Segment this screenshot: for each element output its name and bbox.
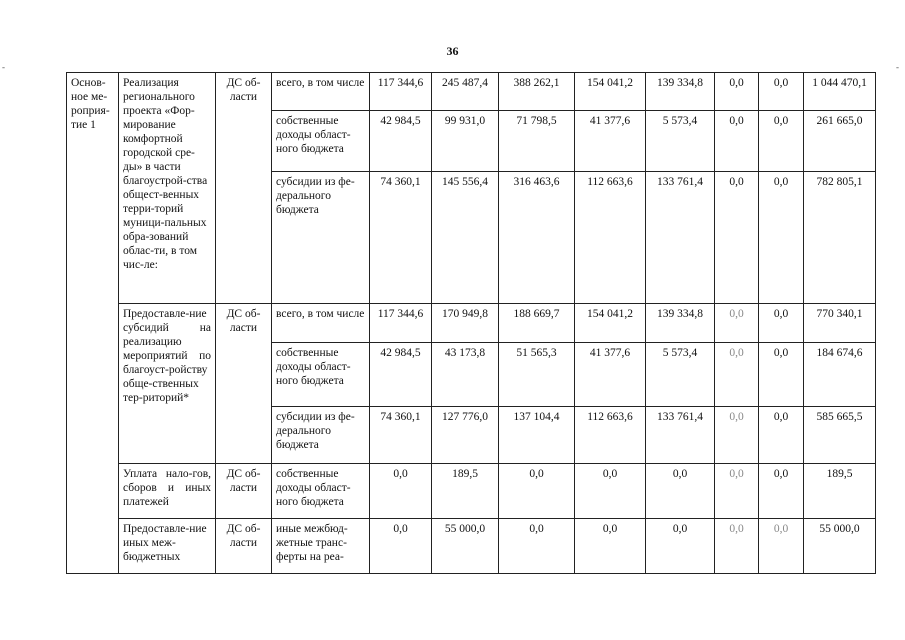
- value-cell: 117 344,6: [370, 73, 432, 111]
- value-cell: 0,0: [759, 73, 804, 111]
- total-cell: 55 000,0: [804, 519, 876, 574]
- main-activity-cell: Основ-ное ме-роприя-тие 1: [67, 73, 119, 574]
- program-name-cell: Предоставле-ние субсидий на реализацию мероприятий по благоуст-ройству обще-ственных тер-риторий*: [119, 304, 216, 464]
- value-cell: 245 487,4: [432, 73, 499, 111]
- value-cell: 41 377,6: [575, 343, 646, 407]
- value-cell: 0,0: [715, 407, 759, 464]
- funding-source-cell: всего, в том числе: [272, 304, 370, 343]
- value-cell: 99 931,0: [432, 111, 499, 172]
- value-cell: 117 344,6: [370, 304, 432, 343]
- funding-source-cell: собственные доходы област-ного бюджета: [272, 343, 370, 407]
- value-cell: 137 104,4: [499, 407, 575, 464]
- value-cell: 0,0: [646, 519, 715, 574]
- table-row: [67, 304, 876, 343]
- funding-source-cell: всего, в том числе: [272, 73, 370, 111]
- funding-source-cell: собственные доходы област-ного бюджета: [272, 464, 370, 519]
- value-cell: 127 776,0: [432, 407, 499, 464]
- budget-table: [66, 72, 876, 574]
- margin-mark: -: [2, 62, 5, 72]
- value-cell: 5 573,4: [646, 111, 715, 172]
- value-cell: 0,0: [759, 111, 804, 172]
- program-name-cell: Уплата нало-гов, сборов и иных платежей: [119, 464, 216, 519]
- value-cell: 0,0: [575, 519, 646, 574]
- value-cell: 0,0: [715, 73, 759, 111]
- total-cell: 261 665,0: [804, 111, 876, 172]
- funding-source-cell: субсидии из фе-дерального бюджета: [272, 172, 370, 304]
- value-cell: 388 262,1: [499, 73, 575, 111]
- table-row: [67, 464, 876, 519]
- value-cell: 0,0: [646, 464, 715, 519]
- value-cell: 133 761,4: [646, 407, 715, 464]
- total-cell: 770 340,1: [804, 304, 876, 343]
- value-cell: 0,0: [715, 519, 759, 574]
- value-cell: 189,5: [432, 464, 499, 519]
- value-cell: 5 573,4: [646, 343, 715, 407]
- page-number: 36: [446, 44, 459, 58]
- value-cell: 188 669,7: [499, 304, 575, 343]
- table-row: [67, 519, 876, 574]
- program-name-cell: Реализация регионального проекта «Фор-мирование комфортной городской сре-ды» в части благоустрой-ства общест-венных терри-торий муници-пальных обра-зований облас-ти, в том чис-ле:: [119, 73, 216, 304]
- value-cell: 0,0: [715, 172, 759, 304]
- value-cell: 41 377,6: [575, 111, 646, 172]
- funding-source-cell: собственные доходы област-ного бюджета: [272, 111, 370, 172]
- executor-cell: ДС об-ласти: [216, 73, 272, 304]
- executor-cell: ДС об-ласти: [216, 464, 272, 519]
- value-cell: 0,0: [575, 464, 646, 519]
- table-row: [67, 73, 876, 111]
- value-cell: 0,0: [370, 464, 432, 519]
- total-cell: 585 665,5: [804, 407, 876, 464]
- value-cell: 74 360,1: [370, 407, 432, 464]
- value-cell: 139 334,8: [646, 73, 715, 111]
- value-cell: 0,0: [715, 304, 759, 343]
- value-cell: 112 663,6: [575, 172, 646, 304]
- value-cell: 55 000,0: [432, 519, 499, 574]
- funding-source-cell: субсидии из фе-дерального бюджета: [272, 407, 370, 464]
- total-cell: 1 044 470,1: [804, 73, 876, 111]
- value-cell: 0,0: [759, 464, 804, 519]
- value-cell: 0,0: [499, 519, 575, 574]
- value-cell: 139 334,8: [646, 304, 715, 343]
- value-cell: 0,0: [759, 172, 804, 304]
- value-cell: 43 173,8: [432, 343, 499, 407]
- value-cell: 51 565,3: [499, 343, 575, 407]
- value-cell: 316 463,6: [499, 172, 575, 304]
- value-cell: 0,0: [715, 343, 759, 407]
- funding-source-cell: иные межбюд-жетные транс-ферты на реа-: [272, 519, 370, 574]
- value-cell: 145 556,4: [432, 172, 499, 304]
- value-cell: 42 984,5: [370, 111, 432, 172]
- value-cell: 0,0: [370, 519, 432, 574]
- executor-cell: ДС об-ласти: [216, 519, 272, 574]
- value-cell: 133 761,4: [646, 172, 715, 304]
- value-cell: 0,0: [759, 519, 804, 574]
- executor-cell: ДС об-ласти: [216, 304, 272, 464]
- value-cell: 42 984,5: [370, 343, 432, 407]
- total-cell: 189,5: [804, 464, 876, 519]
- value-cell: 0,0: [759, 304, 804, 343]
- value-cell: 0,0: [715, 111, 759, 172]
- value-cell: 71 798,5: [499, 111, 575, 172]
- value-cell: 0,0: [759, 343, 804, 407]
- value-cell: 154 041,2: [575, 304, 646, 343]
- value-cell: 0,0: [499, 464, 575, 519]
- value-cell: 0,0: [759, 407, 804, 464]
- value-cell: 170 949,8: [432, 304, 499, 343]
- value-cell: 0,0: [715, 464, 759, 519]
- total-cell: 782 805,1: [804, 172, 876, 304]
- value-cell: 74 360,1: [370, 172, 432, 304]
- value-cell: 112 663,6: [575, 407, 646, 464]
- value-cell: 154 041,2: [575, 73, 646, 111]
- total-cell: 184 674,6: [804, 343, 876, 407]
- margin-mark: -: [896, 62, 899, 72]
- program-name-cell: Предоставле-ние иных меж-бюджетных: [119, 519, 216, 574]
